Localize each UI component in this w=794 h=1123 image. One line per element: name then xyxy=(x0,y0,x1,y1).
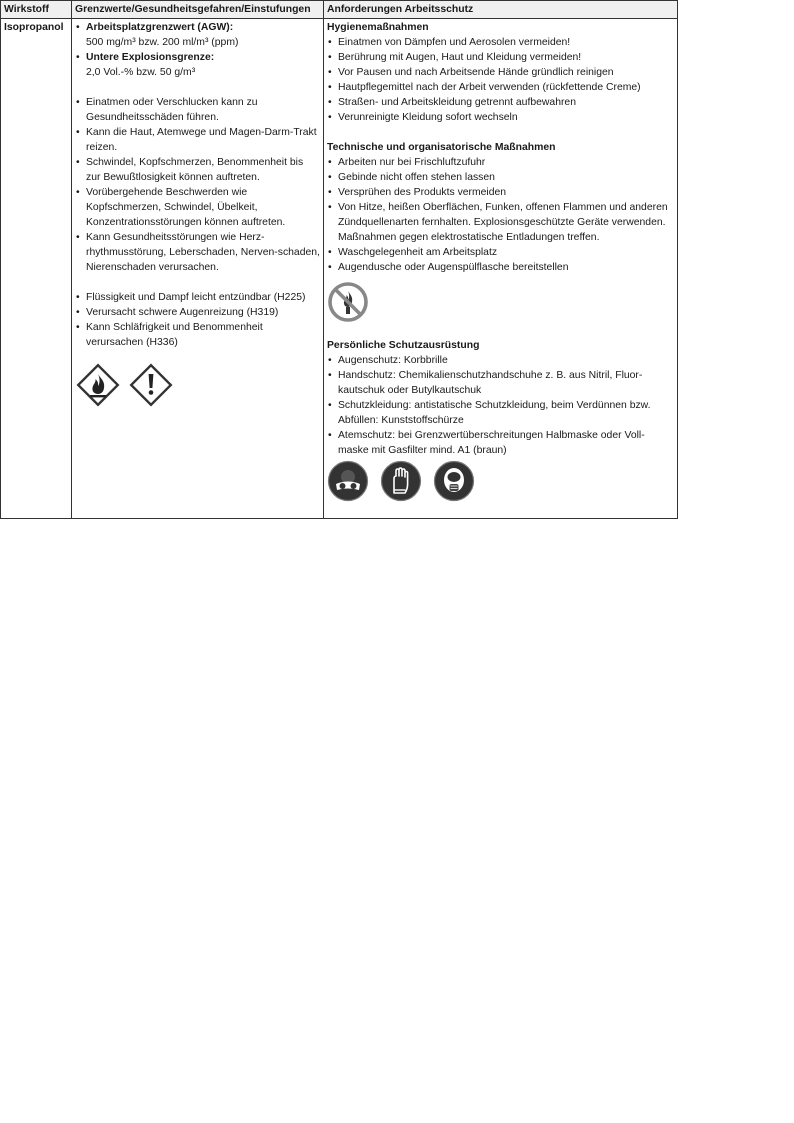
ghs-exclamation-icon xyxy=(128,362,174,408)
hazards-cell xyxy=(72,19,324,519)
technical-title: Technische und organisatorische Maßnahmen xyxy=(327,142,556,153)
substance-cell xyxy=(1,19,72,519)
protection-cell xyxy=(324,19,678,519)
substance-name: Isopropanol xyxy=(4,22,64,33)
hygiene-item: • Verunreinigte Kleidung sofort wechseln xyxy=(327,110,674,125)
classification-item: • Verursacht schwere Augenreizung (H319) xyxy=(75,305,320,320)
hazard-item: • Vorübergehende Beschwerden wie Kopfschmerzen, Schwindel, Übelkeit, Konzentrationsstörungen können auftreten. xyxy=(75,185,320,230)
limit-label: Untere Explosionsgrenze: xyxy=(86,52,215,63)
ppe-pictograms xyxy=(327,460,674,502)
ppe-item: • Schutzkleidung: antistatische Schutzkleidung, beim Verdünnen bzw. Abfüllen: Kunststoffschürze xyxy=(327,398,674,428)
hygiene-title: Hygienemaßnahmen xyxy=(327,22,429,33)
limits-list xyxy=(75,20,320,80)
hazard-item: • Einatmen oder Verschlucken kann zu Gesundheitsschäden führen. xyxy=(75,95,320,125)
classification-item: • Flüssigkeit und Dampf leicht entzündbar (H225) xyxy=(75,290,320,305)
hazard-item: • Kann die Haut, Atemwege und Magen-Darm-Trakt reizen. xyxy=(75,125,320,155)
hazard-item: • Schwindel, Kopfschmerzen, Benommenheit bis zur Bewußtlosigkeit können auftreten. xyxy=(75,155,320,185)
prohibition-signs xyxy=(327,281,674,323)
limit-label: Arbeitsplatzgrenzwert (AGW): xyxy=(86,22,234,33)
substance-row xyxy=(1,19,678,519)
technical-item: • Von Hitze, heißen Oberflächen, Funken, offenen Flammen und anderen Zündquellenarten fernhalten. Explosionsgeschützte Geräte verwenden. Maßnahmen gegen elektrostatische Entladungen treffen. xyxy=(327,200,674,245)
technical-item: • Gebinde nicht offen stehen lassen xyxy=(327,170,674,185)
limit-value: 500 mg/m³ bzw. 200 ml/m³ (ppm) xyxy=(86,37,239,48)
respirator-mask-icon xyxy=(433,460,475,502)
hazard-item: • Kann Gesundheitsstörungen wie Herz-rhythmusstörung, Leberschaden, Nerven-schaden, Nierenschaden verursachen. xyxy=(75,230,320,275)
header-row xyxy=(1,1,678,19)
technical-item: • Waschgelegenheit am Arbeitsplatz xyxy=(327,245,674,260)
limit-item xyxy=(75,50,320,80)
hygiene-list xyxy=(327,35,674,125)
ppe-title: Persönliche Schutzausrüstung xyxy=(327,340,480,351)
ghs-pictograms xyxy=(75,362,320,408)
hygiene-item: • Vor Pausen und nach Arbeitsende Hände gründlich reinigen xyxy=(327,65,674,80)
header-substance: Wirkstoff xyxy=(1,1,72,19)
hygiene-item: • Einatmen von Dämpfen und Aerosolen vermeiden! xyxy=(327,35,674,50)
health-hazards-list xyxy=(75,95,320,275)
safety-data-table xyxy=(0,0,678,519)
technical-item: • Versprühen des Produkts vermeiden xyxy=(327,185,674,200)
technical-list xyxy=(327,155,674,275)
technical-item: • Augendusche oder Augenspülflasche bereitstellen xyxy=(327,260,674,275)
classification-item: • Kann Schläfrigkeit und Benommenheit verursachen (H336) xyxy=(75,320,320,350)
header-hazards: Grenzwerte/Gesundheitsgefahren/Einstufungen xyxy=(72,1,324,19)
ppe-item: • Augenschutz: Korbbrille xyxy=(327,353,674,368)
hygiene-item: • Straßen- und Arbeitskleidung getrennt aufbewahren xyxy=(327,95,674,110)
gloves-icon xyxy=(380,460,422,502)
limit-item xyxy=(75,20,320,50)
hygiene-item: • Hautpflegemittel nach der Arbeit verwenden (rückfettende Creme) xyxy=(327,80,674,95)
goggles-icon xyxy=(327,460,369,502)
ghs-flame-icon xyxy=(75,362,121,408)
classifications-list xyxy=(75,290,320,350)
ppe-item: • Atemschutz: bei Grenzwertüberschreitungen Halbmaske oder Voll-maske mit Gasfilter mind. A1 (braun) xyxy=(327,428,674,458)
no-open-flame-icon xyxy=(327,281,369,323)
ppe-item: • Handschutz: Chemikalienschutzhandschuhe z. B. aus Nitril, Fluor-kautschuk oder Butylkautschuk xyxy=(327,368,674,398)
technical-item: • Arbeiten nur bei Frischluftzufuhr xyxy=(327,155,674,170)
limit-value: 2,0 Vol.-% bzw. 50 g/m³ xyxy=(86,67,196,78)
ppe-list xyxy=(327,353,674,458)
hygiene-item: • Berührung mit Augen, Haut und Kleidung vermeiden! xyxy=(327,50,674,65)
header-protection: Anforderungen Arbeitsschutz xyxy=(324,1,678,19)
